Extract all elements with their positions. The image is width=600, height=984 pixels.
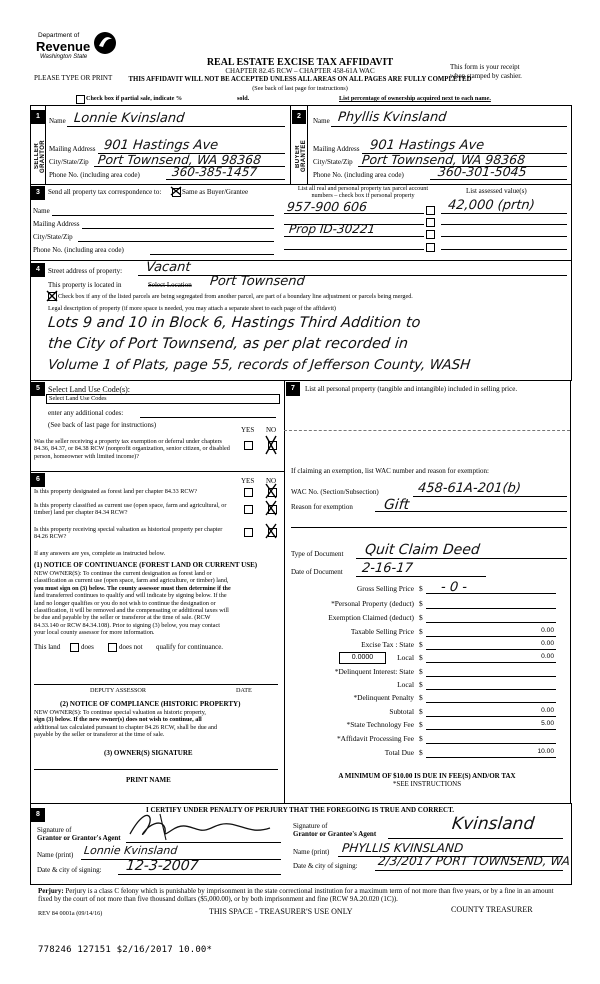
exemption-claim-label: If claiming an exemption, list WAC number and reason for exemption:: [291, 467, 489, 475]
does-not-checkbox[interactable]: [108, 643, 117, 652]
forest-question: Is this property designated as forest land per chapter 84.33 RCW?: [34, 488, 198, 495]
fee-taxable: [291, 627, 556, 639]
logo-name: Revenue: [36, 39, 91, 54]
owner-signature-label: (3) OWNER(S) SIGNATURE: [104, 749, 193, 757]
treasurer-space-label: THIS SPACE - TREASURER'S USE ONLY: [209, 907, 353, 916]
fee-label: Gross Selling Price: [356, 584, 414, 593]
fee-total: [291, 748, 556, 760]
segregated-label: Check box if any of the listed parcels are being segregated from another parcel, are part of a boundary line adjustment or parcels being merged.: [58, 293, 413, 300]
date-label: DATE: [236, 687, 252, 694]
cashier-stamp: 778246 127151 $2/16/2017 10.00*: [38, 945, 213, 955]
buyer-name[interactable]: Phyllis Kvinsland: [337, 110, 448, 125]
see-instructions: *SEE INSTRUCTIONS: [392, 780, 462, 788]
dollar-sign: $: [419, 640, 423, 649]
notice-2-title: (2) NOTICE OF COMPLIANCE (HISTORIC PROPERTY): [60, 700, 241, 708]
seller-phone-label: Phone No. (including area code): [49, 171, 140, 179]
grantee-name-label: Name (print): [293, 848, 330, 856]
grantor-date[interactable]: 12-3-2007: [125, 858, 200, 874]
fee-delinq-interest: [291, 667, 556, 679]
section-2-number: 2: [292, 110, 306, 124]
fee-value: 0.00: [541, 707, 554, 714]
fee-gross: [291, 580, 556, 596]
s3-phone-label: Phone No. (including area code): [33, 246, 124, 254]
does-checkbox[interactable]: [70, 643, 79, 652]
parcel-3-personal-checkbox[interactable]: [426, 230, 435, 239]
s5-no-check-icon: [264, 434, 278, 456]
dollar-sign: $: [419, 720, 423, 729]
notice-2-line: additional tax calculated pursuant to chapter 84.26 RCW, shall be due and: [34, 723, 218, 731]
s3-mailing-label: Mailing Address: [33, 220, 80, 228]
fee-subtotal: [291, 707, 556, 719]
if-yes-note: If any answers are yes, complete as instructed below.: [34, 550, 166, 557]
seller-phone[interactable]: 360-385-1457: [171, 165, 258, 179]
section-1-number: 1: [31, 110, 45, 124]
dollar-sign: $: [419, 584, 423, 593]
exemption-question: Was the seller receiving a property tax exemption or deferral under chapters 84.36, 84.37, or 84.38 RCW (nonprofit organization, senior citizen, or disabled person, homeowner with limited income)?: [34, 438, 230, 460]
rate-box[interactable]: 0.0000: [339, 652, 386, 664]
fee-label: Total Due: [384, 748, 414, 757]
property-location[interactable]: Port Townsend: [209, 274, 306, 289]
logo-state: Washington State: [40, 54, 88, 60]
minimum-note: A MINIMUM OF $10.00 IS DUE IN FEE(S) AND/OR TAX: [338, 772, 516, 780]
print-type-label: PLEASE TYPE OR PRINT: [34, 74, 113, 82]
wac-label: WAC No. (Section/Subsection): [291, 488, 379, 496]
seller-city-label: City/State/Zip: [49, 158, 89, 166]
notice-1-line: NEW OWNER(S): To continue the current designation as forest land or: [34, 570, 212, 577]
dollar-sign: $: [419, 707, 423, 716]
s3-name-label: Name: [33, 207, 50, 215]
buyer-mailing-label: Mailing Address: [313, 145, 360, 153]
street-label: Street address of property:: [48, 267, 123, 275]
fee-affidavit: [291, 734, 556, 746]
dollar-sign: $: [419, 734, 423, 743]
print-name-label: PRINT NAME: [126, 776, 171, 784]
grantee-sig-label-2: Grantor or Grantee's Agent: [293, 830, 377, 838]
form-revision: REV 84 0001a (09/14/16): [38, 910, 103, 917]
ownership-note: List percentage of ownership acquired next to each name.: [339, 95, 491, 102]
fee-label: *Affidavit Processing Fee: [336, 734, 414, 743]
fee-label: Excise Tax : State: [361, 640, 414, 649]
notice-2-line: payable by the seller or transferor at the time of sale.: [34, 731, 165, 739]
current-use-question: Is this property classified as current use (open space, farm and agricultural, or timber) land per chapter 84.34 RCW?: [34, 502, 227, 517]
dollar-sign: $: [419, 599, 423, 608]
section-8-number: 8: [31, 808, 45, 822]
fee-tech: [291, 720, 556, 732]
doc-type-label: Type of Document: [291, 550, 344, 558]
notice-1-line: land no longer qualifies or you do not wish to continue the designation or: [34, 599, 216, 607]
located-label: This property is located in: [48, 281, 122, 289]
notice-2-line: sign (3) below. If the new owner(s) does not wish to continue, all: [34, 716, 202, 724]
receipt-note-2: when stamped by cashier.: [450, 72, 522, 80]
section-7-number: 7: [286, 382, 300, 396]
buyer-phone-label: Phone No. (including area code): [313, 171, 404, 179]
grantee-signature[interactable]: Kvinsland: [450, 814, 536, 834]
fee-value: 0.00: [541, 640, 554, 647]
fee-label: *State Technology Fee: [346, 720, 414, 729]
grantor-signature[interactable]: [120, 810, 280, 844]
parcel-head-2: numbers – check box if personal property: [311, 192, 415, 199]
grantee-name-print[interactable]: PHYLLIS KVINSLAND: [341, 841, 465, 855]
doc-type[interactable]: Quit Claim Deed: [364, 542, 481, 558]
fee-delinq-local: [291, 680, 556, 692]
buyer-city-label: City/State/Zip: [313, 158, 353, 166]
seller-mailing-label: Mailing Address: [49, 145, 96, 153]
s3-city-label: City/State/Zip: [33, 233, 73, 241]
dollar-sign: $: [419, 653, 423, 662]
historic-no-check-icon: [264, 522, 278, 540]
fee-personal: [291, 599, 556, 611]
fee-label: Local: [397, 680, 414, 689]
additional-codes-label: enter any additional codes:: [48, 409, 124, 417]
county-treasurer-label: COUNTY TREASURER: [451, 905, 533, 914]
grantor-sig-label-2: Grantor or Grantor's Agent: [37, 834, 121, 842]
historic-question: Is this property receiving special valuation as historical property per chapter 84.26 RCW?: [34, 526, 223, 541]
seller-mailing[interactable]: 901 Hastings Ave: [103, 138, 219, 153]
s6-no-label: NO: [266, 477, 277, 485]
notice-1-line: 84.33.140 or RCW 84.34.108). Prior to signing (3) below, you may contact: [34, 621, 220, 629]
segregated-check-icon: [46, 290, 58, 302]
section-4-number: 4: [31, 263, 45, 277]
fee-label: Taxable Selling Price: [350, 627, 414, 636]
grantor-sig-label-1: Signature of: [37, 826, 72, 834]
s5-no-label: NO: [266, 426, 277, 434]
seller-name-label: Name: [49, 117, 66, 125]
seller-name[interactable]: Lonnie Kvinsland: [73, 111, 186, 126]
buyer-phone[interactable]: 360-301-5045: [437, 164, 528, 179]
land-use-label: Select Land Use Code(s):: [48, 385, 130, 394]
logo-dept: Department of: [38, 32, 80, 39]
perjury-text: Perjury is a class C felony which is punishable by imprisonment in the state correctional institution for a maximum term of not more than five years, or by a fine in an amount fixed by the court of not more than five thousand dollars ($5,000.00), or by both imprisonment and fine (RCW 9A.20.020 (1C)).: [38, 887, 554, 904]
fee-label: Local: [397, 653, 414, 662]
dollar-sign: $: [419, 748, 423, 757]
dollar-sign: $: [419, 613, 423, 622]
legal-line-2[interactable]: the City of Port Townsend, as per plat recorded in: [47, 336, 409, 352]
legal-label: Legal description of property (if more space is needed, you may attach a separate sheet to each page of the affidavit): [48, 305, 336, 312]
s5-yes-checkbox[interactable]: [244, 441, 253, 450]
partial-sale-sold: sold.: [237, 95, 250, 102]
reason-for-exemption[interactable]: Gift: [383, 497, 410, 513]
doc-date-label: Date of Document: [291, 568, 343, 576]
notice-1-line: your local county assessor for more information.: [34, 629, 155, 637]
grantee-date-label: Date & city of signing:: [293, 862, 358, 870]
land-use-select[interactable]: Select Land Use Codes: [46, 394, 280, 404]
current-use-no-check-icon: [264, 499, 278, 517]
buyer-city[interactable]: Port Townsend, WA 98368: [361, 152, 526, 167]
buyer-mailing[interactable]: 901 Hastings Ave: [369, 138, 485, 153]
fee-exemption: [291, 613, 556, 625]
same-as-buyer-check-icon: [170, 185, 182, 197]
section-3-number: 3: [31, 186, 45, 200]
forest-no-check-icon: [264, 482, 278, 500]
seller-tab: SELLER GRANTOR: [34, 139, 46, 173]
notice-1-line: be due and payable by the seller or transferor at the time of sale. (RCW: [34, 614, 211, 622]
grantor-date-label: Date & city of signing:: [37, 866, 102, 874]
fee-label: *Personal Property (deduct): [331, 599, 414, 608]
notice-2-body: [34, 709, 280, 739]
notice-1-line: land transferred continues to qualify and will indicate by signing below. If the: [34, 592, 227, 600]
fee-delinq-penalty: [291, 693, 556, 705]
fee-label: *Delinquent Penalty: [353, 693, 414, 702]
section-6-number: 6: [31, 473, 45, 487]
parcel-head-1: List all real and personal property tax parcel account: [297, 185, 429, 192]
notice-1-line: classification, it will be removed and the compensating or additional taxes will: [34, 607, 229, 615]
seller-city[interactable]: Port Townsend, WA 98368: [97, 152, 262, 167]
notice-1-line: classification as current use (open space, farm and agriculture, or timber) land,: [34, 577, 229, 585]
receipt-note-1: This form is your receipt: [450, 63, 520, 71]
parcel-2-personal-checkbox[interactable]: [426, 218, 435, 227]
fee-label: Exemption Claimed (deduct): [328, 613, 414, 622]
parcel-1-personal-checkbox[interactable]: [426, 206, 435, 215]
s5-yes-label: YES: [241, 426, 255, 434]
reason-label: Reason for exemption: [291, 503, 353, 511]
historic-yes-checkbox[interactable]: [244, 528, 253, 537]
dollar-sign: $: [419, 627, 423, 636]
grantee-sig-label-1: Signature of: [293, 822, 328, 830]
partial-sale-checkbox[interactable]: [76, 95, 85, 104]
section-5-number: 5: [31, 382, 45, 396]
select-location[interactable]: Select Location: [148, 281, 192, 289]
send-correspondence-label: Send all property tax correspondence to:: [48, 188, 162, 196]
personal-property-label: List all personal property (tangible and intangible) included in selling price.: [305, 385, 518, 393]
fee-value: 0.00: [541, 627, 554, 634]
fee-value: 5.00: [541, 720, 554, 727]
dollar-sign: $: [419, 667, 423, 676]
fee-label: *Delinquent Interest: State: [334, 667, 414, 676]
form-see-back: (See back of last page for instructions): [252, 85, 348, 92]
grantor-name-label: Name (print): [37, 851, 74, 859]
dollar-sign: $: [419, 693, 423, 702]
assessed-head: List assessed value(s): [466, 187, 527, 195]
fee-label: Subtotal: [389, 707, 414, 716]
perjury-notice: [38, 887, 566, 903]
current-use-yes-checkbox[interactable]: [244, 505, 253, 514]
form-chapter: CHAPTER 82.45 RCW – CHAPTER 458-61A WAC: [225, 67, 375, 75]
perjury-bold: Perjury:: [38, 887, 64, 895]
gross-value[interactable]: - 0 -: [440, 580, 468, 595]
form-warning: THIS AFFIDAVIT WILL NOT BE ACCEPTED UNLESS ALL AREAS ON ALL PAGES ARE FULLY COMPLETED: [128, 76, 472, 83]
form-title: REAL ESTATE EXCISE TAX AFFIDAVIT: [206, 57, 394, 68]
this-land-label: This land: [34, 643, 61, 651]
buyer-tab: BUYER GRANTEE: [295, 139, 307, 173]
assessed-1[interactable]: 42,000 (prtn): [447, 198, 536, 213]
parcel-2[interactable]: Prop ID-30221: [288, 222, 376, 236]
legal-line-1[interactable]: Lots 9 and 10 in Block 6, Hastings Third Addition to: [47, 315, 422, 331]
doc-date[interactable]: 2-16-17: [361, 561, 414, 576]
forest-yes-checkbox[interactable]: [244, 488, 253, 497]
wac-number[interactable]: 458-61A-201(b): [417, 481, 522, 496]
revenue-swoosh-icon: [92, 30, 118, 56]
dollar-sign: $: [419, 680, 423, 689]
s5-see-back: (See back of last page for instructions): [48, 421, 157, 429]
s6-yes-label: YES: [241, 477, 255, 485]
deputy-assessor-label: DEPUTY ASSESSOR: [90, 687, 146, 694]
grantor-name-print[interactable]: Lonnie Kvinsland: [83, 844, 179, 857]
does-not-label: does not: [119, 643, 143, 651]
fee-value: 0.00: [541, 653, 554, 660]
notice-1-title: (1) NOTICE OF CONTINUANCE (FOREST LAND OR CURRENT USE): [34, 561, 258, 569]
legal-line-3[interactable]: Volume 1 of Plats, page 55, records of Jefferson County, WASH: [47, 357, 472, 373]
buyer-name-label: Name: [313, 117, 330, 125]
parcel-1[interactable]: 957-900 606: [286, 199, 368, 214]
fee-excise-state: [291, 640, 556, 652]
certify-statement: I CERTIFY UNDER PENALTY OF PERJURY THAT THE FOREGOING IS TRUE AND CORRECT.: [145, 806, 454, 814]
grantee-date[interactable]: 2/3/2017 PORT TOWNSEND, WA: [377, 854, 571, 868]
street-address[interactable]: Vacant: [145, 260, 192, 275]
fee-local: [291, 653, 556, 665]
parcel-4-personal-checkbox[interactable]: [426, 243, 435, 252]
same-as-buyer-label: Same as Buyer/Grantee: [182, 188, 249, 196]
qualify-label: qualify for continuance.: [156, 643, 224, 651]
partial-sale-label: Check box if partial sale, indicate %: [86, 95, 183, 102]
notice-1-body: [34, 570, 280, 637]
notice-2-line: NEW OWNER(S): To continue special valuation as historic property,: [34, 709, 206, 716]
fee-value: 10.00: [537, 748, 554, 755]
does-label: does: [81, 643, 94, 651]
notice-1-line: you must sign on (3) below. The county assessor must then determine if the: [34, 584, 231, 592]
